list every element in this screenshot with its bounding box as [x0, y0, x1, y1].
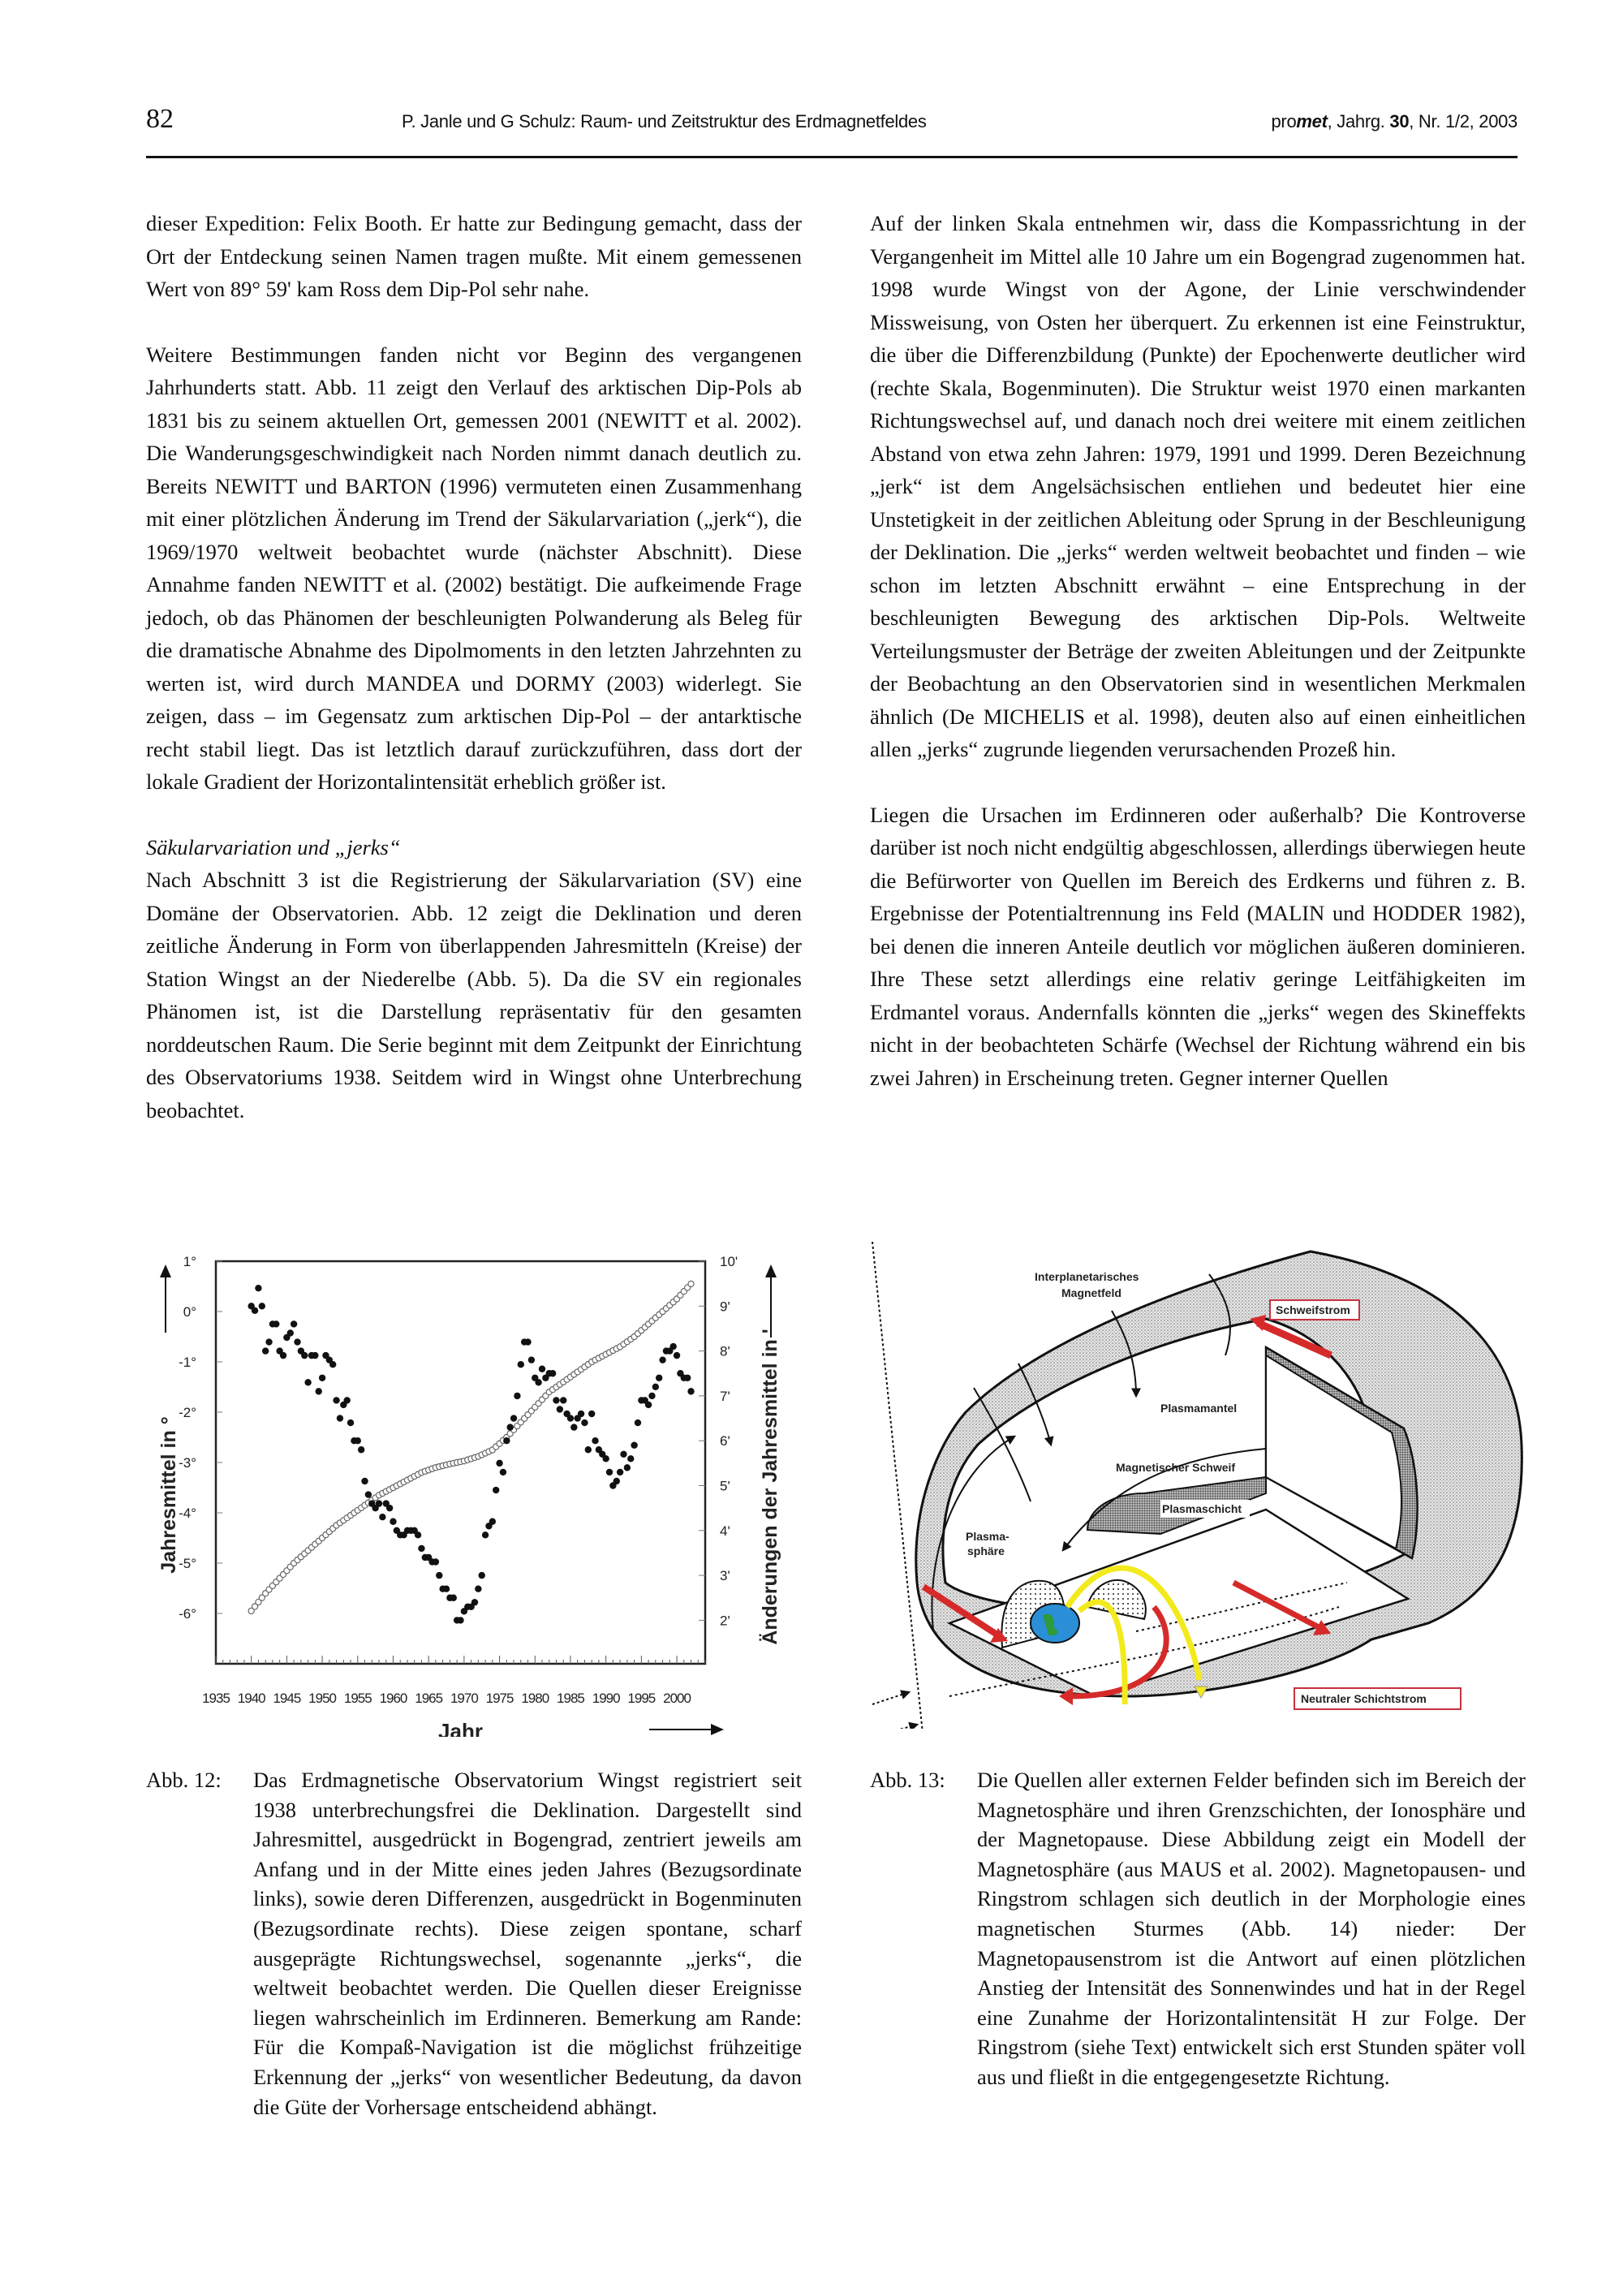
solar-wind-arrow — [872, 1242, 925, 1729]
label-magnetischer-schweif: Magnetischer Schweif — [1116, 1461, 1236, 1474]
declination-chart — [146, 1242, 795, 1737]
y-right-tick-label: 7' — [720, 1388, 730, 1404]
paragraph: dieser Expedition: Felix Booth. Er hatte zur Bedingung gemacht, dass der Ort der Entdeckung seinen Namen tragen mußte. Mit einem gemessenen Wert von 89° 59' kam Ross dem Dip-Pol sehr nahe. — [146, 211, 802, 301]
magnetosphere-diagram — [868, 1242, 1534, 1729]
x-tick-label: 1950 — [308, 1691, 337, 1706]
x-tick-label: 1980 — [521, 1691, 549, 1706]
journal-year-label: , Jahrg. — [1327, 111, 1390, 131]
y-left-tick-label: 1° — [183, 1254, 196, 1269]
y-left-tick-label: -5° — [179, 1556, 196, 1571]
figure-13-magnetosphere-diagram — [868, 1242, 1534, 1729]
x-tick-label: 1940 — [237, 1691, 265, 1706]
figure-12-caption — [146, 1765, 802, 2122]
x-tick-label: 1945 — [273, 1691, 301, 1706]
caption-text: Die Quellen aller externen Felder befinden sich im Bereich der Magnetosphäre und ihren Grenzschichten, der Ionosphäre und der Magnetopause. Diese Abbildung zeigt ein Modell der Magnetosphäre (aus MAUS et al. 2002). Magnetopausen- und Ringstrom schlagen sich deutlich in der Morphologie eines magnetischen Sturmes (Abb. 14) nieder: Der Magnetopausenstrom ist die Antwort auf einen plötzlichen Anstieg der Intensität des Sonnenwindes und hat in der Regel eine Zunahme der Horizontalintensität H zur Folge. Der Ringstrom (siehe Text) entwickelt sich erst Stunden später voll aus und fließt in die entgegengesetzte Richtung. — [977, 1768, 1526, 2089]
x-tick-label: 1970 — [450, 1691, 478, 1706]
left-column — [146, 207, 802, 1126]
running-title: P. Janle und G Schulz: Raum- und Zeitstruktur des Erdmagnetfeldes — [402, 111, 927, 131]
right-column — [870, 207, 1526, 1094]
y-left-tick-label: -1° — [179, 1355, 196, 1370]
solar-wind-arrow — [872, 1725, 917, 1729]
y-left-tick-label: -2° — [179, 1405, 196, 1420]
figure-12-chart — [146, 1242, 795, 1737]
y-left-axis-title: Jahresmittel in ° — [157, 1416, 180, 1574]
y-left-tick-label: -6° — [179, 1606, 196, 1622]
y-left-tick-label: -3° — [179, 1455, 196, 1471]
figure-13-caption — [870, 1765, 1526, 2092]
caption-label: Abb. 12: — [146, 1768, 222, 1792]
y-right-tick-label: 6' — [720, 1433, 730, 1450]
section-heading: Säkularvariation und „jerks“ — [146, 834, 401, 859]
y-left-tick-label: -4° — [179, 1506, 196, 1521]
paragraph: Weitere Bestimmungen fanden nicht vor Beginn des vergangenen Jahrhunderts statt. Abb. 11 zeigt den Verlauf des arktischen Dip-Pols ab 1831 bis zu seinem aktuellen Ort, gemessen 2001 (NEWITT et al. 2002). Die Wanderungsgeschwindigkeit nach Norden nimmt danach deutlich zu. Bereits NEWITT und BARTON (1996) vermuteten einen Zusammenhang mit einer plötzlichen Änderung im Trend der Säkularvariation („jerk“), die 1969/1970 weltweit beobachtet wurde (nächster Abschnitt). Diese Annahme fanden NEWITT et al. (2002) bestätigt. Die aufkeimende Frage jedoch, ob das Phänomen der beschleunigten Polwanderung als Beleg für die dramatische Abnahme des Dipolmoments in den letzten Jahrzehnten zu werten ist, wird durch MANDEA und DORMY (2003) widerlegt. Sie zeigen, dass – im Gegensatz zum arktischen Dip-Pol – der antarktische recht stabil liegt. Das ist letztlich darauf zurückzuführen, dass dort der lokale Gradient der Horizontalintensität erheblich größer ist. — [146, 342, 802, 794]
header-rule — [146, 156, 1518, 158]
journal-name-prefix: pro — [1271, 111, 1297, 131]
y-right-tick-label: 4' — [720, 1523, 730, 1539]
x-tick-label: 1965 — [415, 1691, 443, 1706]
paragraph: Liegen die Ursachen im Erdinneren oder außerhalb? Die Kontroverse darüber ist noch nicht endgültig abgeschlossen, allerdings überwiegen heute die Befürworter von Quellen im Bereich des Erdkerns und führen z. B. Ergebnisse der Potentialtrennung ins Feld (MALIN und HODDER 1982), bei denen die inneren Anteile deutlich vor möglichen äußeren dominieren. Ihre These setzt allerdings eine relativ geringe Leitfähigkeiten im Erdmantel voraus. Andernfalls könnten die „jerks“ wegen des Skineffekts nicht in der beobachteten Schärfe (Wechsel der Richtung während ein bis zwei Jahren) in Erscheinung treten. Gegner interner Quellen — [870, 802, 1526, 1090]
label-plasmamantel: Plasmamantel — [1160, 1402, 1238, 1415]
journal-name-italic: met — [1296, 111, 1328, 131]
x-tick-label: 1995 — [627, 1691, 656, 1706]
label-schweifstrom: Schweifstrom — [1276, 1303, 1350, 1316]
y-right-tick-label: 9' — [720, 1299, 730, 1315]
solar-wind-arrow — [872, 1692, 909, 1704]
caption-label: Abb. 13: — [870, 1768, 945, 1792]
x-tick-label: 1955 — [343, 1691, 372, 1706]
y-left-tick-label: 0° — [183, 1304, 196, 1320]
y-right-tick-label: 10' — [720, 1254, 738, 1269]
x-tick-label: 1985 — [557, 1691, 584, 1706]
differences-series — [248, 1285, 694, 1624]
journal-issue: , Nr. 1/2, 2003 — [1409, 111, 1518, 131]
journal-volume: 30 — [1389, 111, 1410, 131]
y-right-tick-label: 5' — [720, 1478, 730, 1494]
x-tick-label: 1975 — [485, 1691, 514, 1706]
paragraph: Nach Abschnitt 3 ist die Registrierung der Säkularvariation (SV) eine Domäne der Observatorien. Abb. 12 zeigt die Deklination und deren zeitliche Änderung in Form von überlappenden Jahresmitteln (Kreise) der Station Wingst an der Niederelbe (Abb. 5). Da die SV ein regionales Phänomen ist, ist die Darstellung repräsentativ für den gesamten norddeutschen Raum. Die Serie beginnt mit dem Zeitpunkt der Einrichtung des Observatoriums 1938. Seitdem wird in Wingst ohne Unterbrechung beobachtet. — [146, 868, 802, 1122]
y-right-tick-label: 3' — [720, 1568, 730, 1584]
declination-series — [248, 1281, 694, 1613]
label-plasmasphaere-2: sphäre — [967, 1544, 1005, 1557]
label-plasmasphaere: Plasma- — [966, 1530, 1010, 1543]
page-number: 82 — [146, 104, 174, 134]
x-tick-label: 1960 — [379, 1691, 407, 1706]
label-imf-2: Magnetfeld — [1061, 1286, 1121, 1299]
earth-icon — [1031, 1604, 1079, 1643]
x-tick-label: 1990 — [592, 1691, 620, 1706]
x-axis-title: Jahr — [438, 1719, 483, 1737]
journal-citation — [1271, 111, 1518, 132]
y-right-axis-title: Änderungen der Jahresmittel in ' — [759, 1329, 781, 1645]
y-right-tick-label: 8' — [720, 1343, 730, 1359]
paragraph: Auf der linken Skala entnehmen wir, dass die Kompassrichtung in der Vergangenheit im Mittel alle 10 Jahre um ein Bogengrad zugenommen hat. 1998 wurde Wingst von der Agone, der Linie verschwindender Missweisung, von Osten her überquert. Zu erkennen ist eine Feinstruktur, die über die Differenzbildung (Punkte) der Epochenwerte deutlicher wird (rechte Skala, Bogenminuten). Die Struktur weist 1970 einen markanten Richtungswechsel auf, und danach noch drei weitere mit einem zeitlichen Abstand von etwa zehn Jahren: 1979, 1991 und 1999. Deren Bezeichnung „jerk“ ist dem Angelsächsischen entliehen und bedeutet hier eine Unstetigkeit in der zeitlichen Ableitung oder Sprung in der Beschleunigung der Deklination. Die „jerks“ werden weltweit beobachtet und finden – wie schon im letzten Abschnitt erwähnt – eine Entsprechung in der beschleunigten Bewegung des arktischen Dip-Pols. Weltweite Verteilungsmuster der Beträge der zweiten Ableitungen und der Zeitpunkte der Beobachtung an den Observatorien sind in wesentlichen Merkmalen ähnlich (De MICHELIS et al. 1998), deuten also auf einen einheitlichen allen „jerks“ zugrunde liegenden verursachenden Prozeß hin. — [870, 211, 1526, 761]
label-neutraler-schichtstrom: Neutraler Schichtstrom — [1301, 1692, 1427, 1705]
y-right-tick-label: 2' — [720, 1613, 730, 1629]
label-imf: Interplanetarisches — [1035, 1270, 1139, 1283]
page-header — [146, 104, 1518, 153]
x-tick-label: 2000 — [663, 1691, 691, 1706]
x-tick-label: 1935 — [202, 1691, 230, 1706]
caption-text: Das Erdmagnetische Observatorium Wingst registriert seit 1938 unterbrechungsfrei die Deklination. Dargestellt sind Jahresmittel, ausgedrückt in Bogengrad, zentriert jeweils am Anfang und in der Mitte eines jeden Jahres (Bezugsordinate links), sowie deren Differenzen, ausgedrückt in Bogenminuten (Bezugsordinate rechts). Diese zeigen spontane, scharf ausgeprägte Richtungswechsel, sogenannte „jerks“, die weltweit beobachtet werden. Die Quellen dieser Ereignisse liegen wahrscheinlich im Erdinneren. Bemerkung am Rande: Für die Kompaß-Navigation ist die möglichst frühzeitige Erkennung der „jerks“ von wesentlicher Bedeutung, da davon die Güte der Vorhersage entscheidend abhängt. — [253, 1768, 802, 2119]
label-plasmaschicht: Plasmaschicht — [1162, 1502, 1242, 1515]
